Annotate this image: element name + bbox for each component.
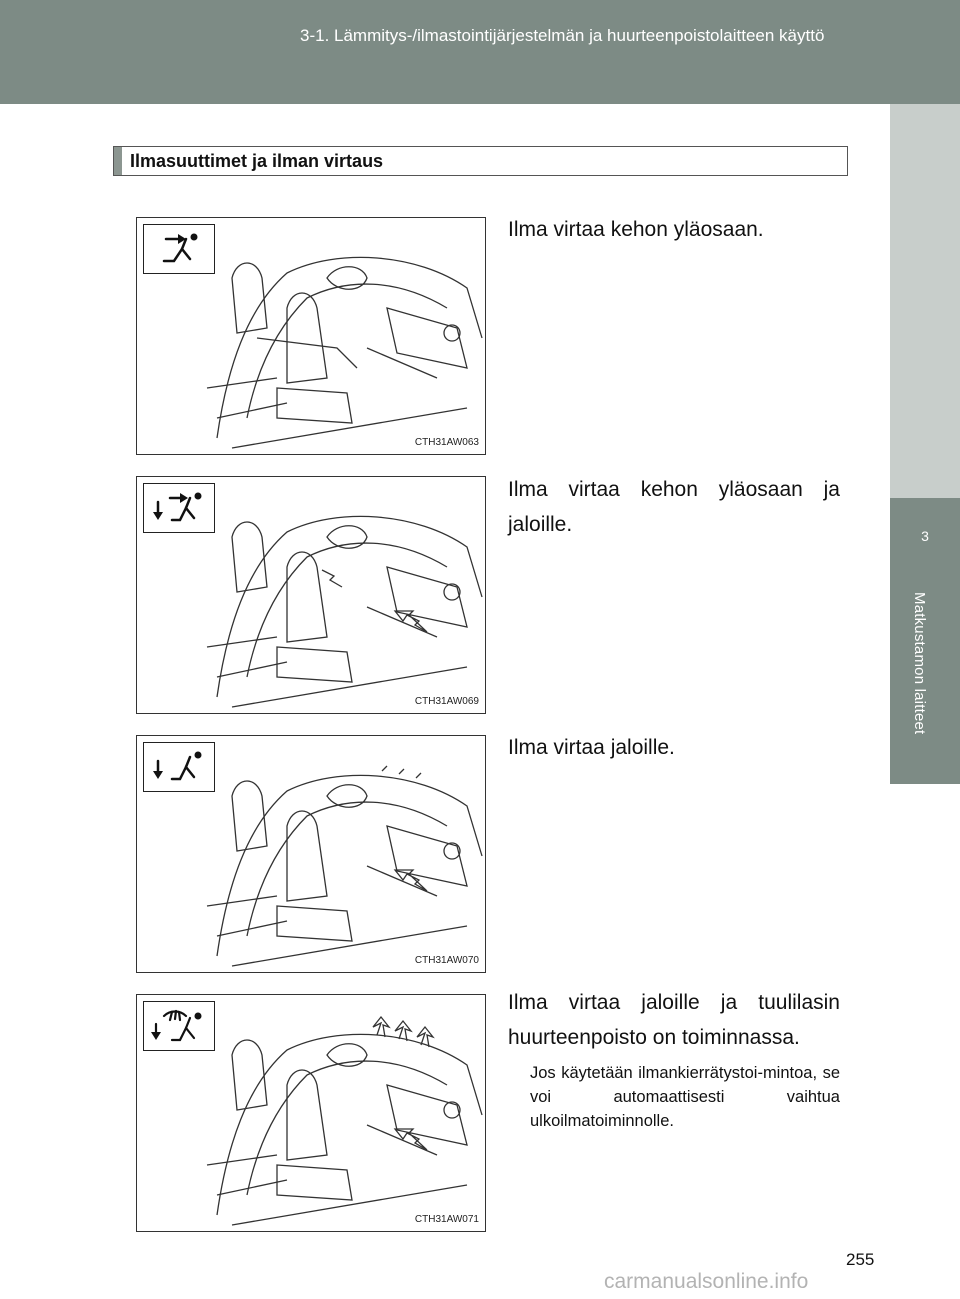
mode-description: Ilma virtaa jaloille ja tuulilasin huurteenpoisto on toiminnassa.: [508, 991, 840, 1049]
figure-code: CTH31AW069: [414, 696, 479, 707]
figure-code: CTH31AW063: [414, 437, 479, 448]
side-tab-top: [890, 104, 960, 498]
page-header: [0, 0, 960, 104]
watermark: carmanualsonline.info: [604, 1270, 809, 1293]
airflow-upper-body-icon: [143, 224, 215, 274]
figure-upper-body: [136, 217, 486, 455]
figure-upper-body-feet: [136, 476, 486, 714]
section-title: Ilmasuuttimet ja ilman virtaus: [130, 151, 384, 171]
mode-note: Jos käytetään ilmankierrätystoi-mintoa, se voi automaattisesti vaihtua ulkoilmatoiminnolle.: [530, 1064, 840, 1130]
side-tab-label: Matkustamon laitteet: [911, 592, 928, 735]
section-heading-bar: [114, 147, 122, 175]
figure-feet: [136, 735, 486, 973]
side-tab-number: 3: [921, 528, 929, 544]
section-heading: [113, 146, 848, 176]
airflow-upper-body-feet-icon: [143, 483, 215, 533]
figure-feet-windshield: [136, 994, 486, 1232]
mode-description: Ilma virtaa kehon yläosaan ja jaloille.: [508, 478, 840, 536]
airflow-feet-windshield-icon: [143, 1001, 215, 1051]
chapter-title: 3-1. Lämmitys-/ilmastointijärjestelmän ja huurteenpoistolaitteen käyttö: [300, 26, 825, 45]
mode-description: Ilma virtaa jaloille.: [508, 736, 675, 759]
figure-code: CTH31AW071: [414, 1214, 479, 1225]
airflow-feet-icon: [143, 742, 215, 792]
mode-description: Ilma virtaa kehon yläosaan.: [508, 218, 764, 241]
page-number: 255: [846, 1250, 875, 1269]
figure-code: CTH31AW070: [414, 955, 479, 966]
